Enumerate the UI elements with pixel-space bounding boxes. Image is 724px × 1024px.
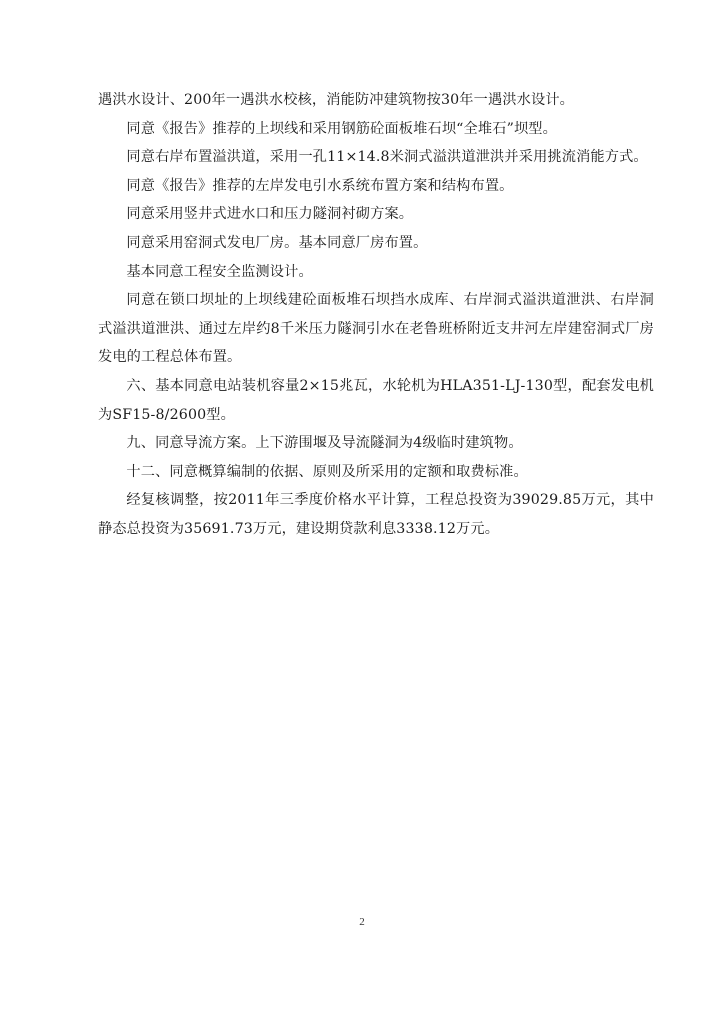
- paragraph-installed-capacity: 六、基本同意电站装机容量2×15兆瓦，水轮机为HLA351-LJ-130型，配套发电机为SF15-8/2600型。: [98, 377, 654, 423]
- paragraph-diversion-system: 同意《报告》推荐的左岸发电引水系统布置方案和结构布置。: [126, 177, 514, 194]
- paragraph-general-layout: 同意在锁口坝址的上坝线建砼面板堆石坝挡水成库、右岸洞式溢洪道泄洪、右岸洞式溢洪道泄洪、通过左岸约8千米压力隧洞引水在老鲁班桥附近支井河左岸建窑洞式厂房发电的工程总体布置。: [98, 292, 654, 366]
- paragraph-monitoring: 基本同意工程安全监测设计。: [126, 263, 313, 280]
- paragraph-continuation: 遇洪水设计、200年一遇洪水校核，消能防冲建筑物按30年一遇洪水设计。: [98, 92, 575, 108]
- paragraph-powerhouse: 同意采用窑洞式发电厂房。基本同意厂房布置。: [126, 234, 428, 251]
- paragraph-total-investment: 经复核调整，按2011年三季度价格水平计算，工程总投资为39029.85万元，其中静态总投资为35691.73万元，建设期贷款利息3338.12万元。: [98, 492, 654, 537]
- paragraph-intake: 同意采用竖井式进水口和压力隧洞衬砌方案。: [126, 206, 414, 223]
- paragraph-estimate-basis: 十二、同意概算编制的依据、原则及所采用的定额和取费标准。: [126, 463, 528, 480]
- paragraph-dam-type: 同意《报告》推荐的上坝线和采用钢筋砼面板堆石坝“全堆石”坝型。: [126, 120, 557, 137]
- paragraph-spillway: 同意右岸布置溢洪道，采用一孔11×14.8米洞式溢洪道泄洪并采用挑流消能方式。: [126, 149, 648, 166]
- document-body: [98, 86, 654, 544]
- paragraph-diversion-scheme: 九、同意导流方案。上下游围堰及导流隧洞为4级临时建筑物。: [126, 435, 523, 452]
- page-number: 2: [359, 916, 365, 928]
